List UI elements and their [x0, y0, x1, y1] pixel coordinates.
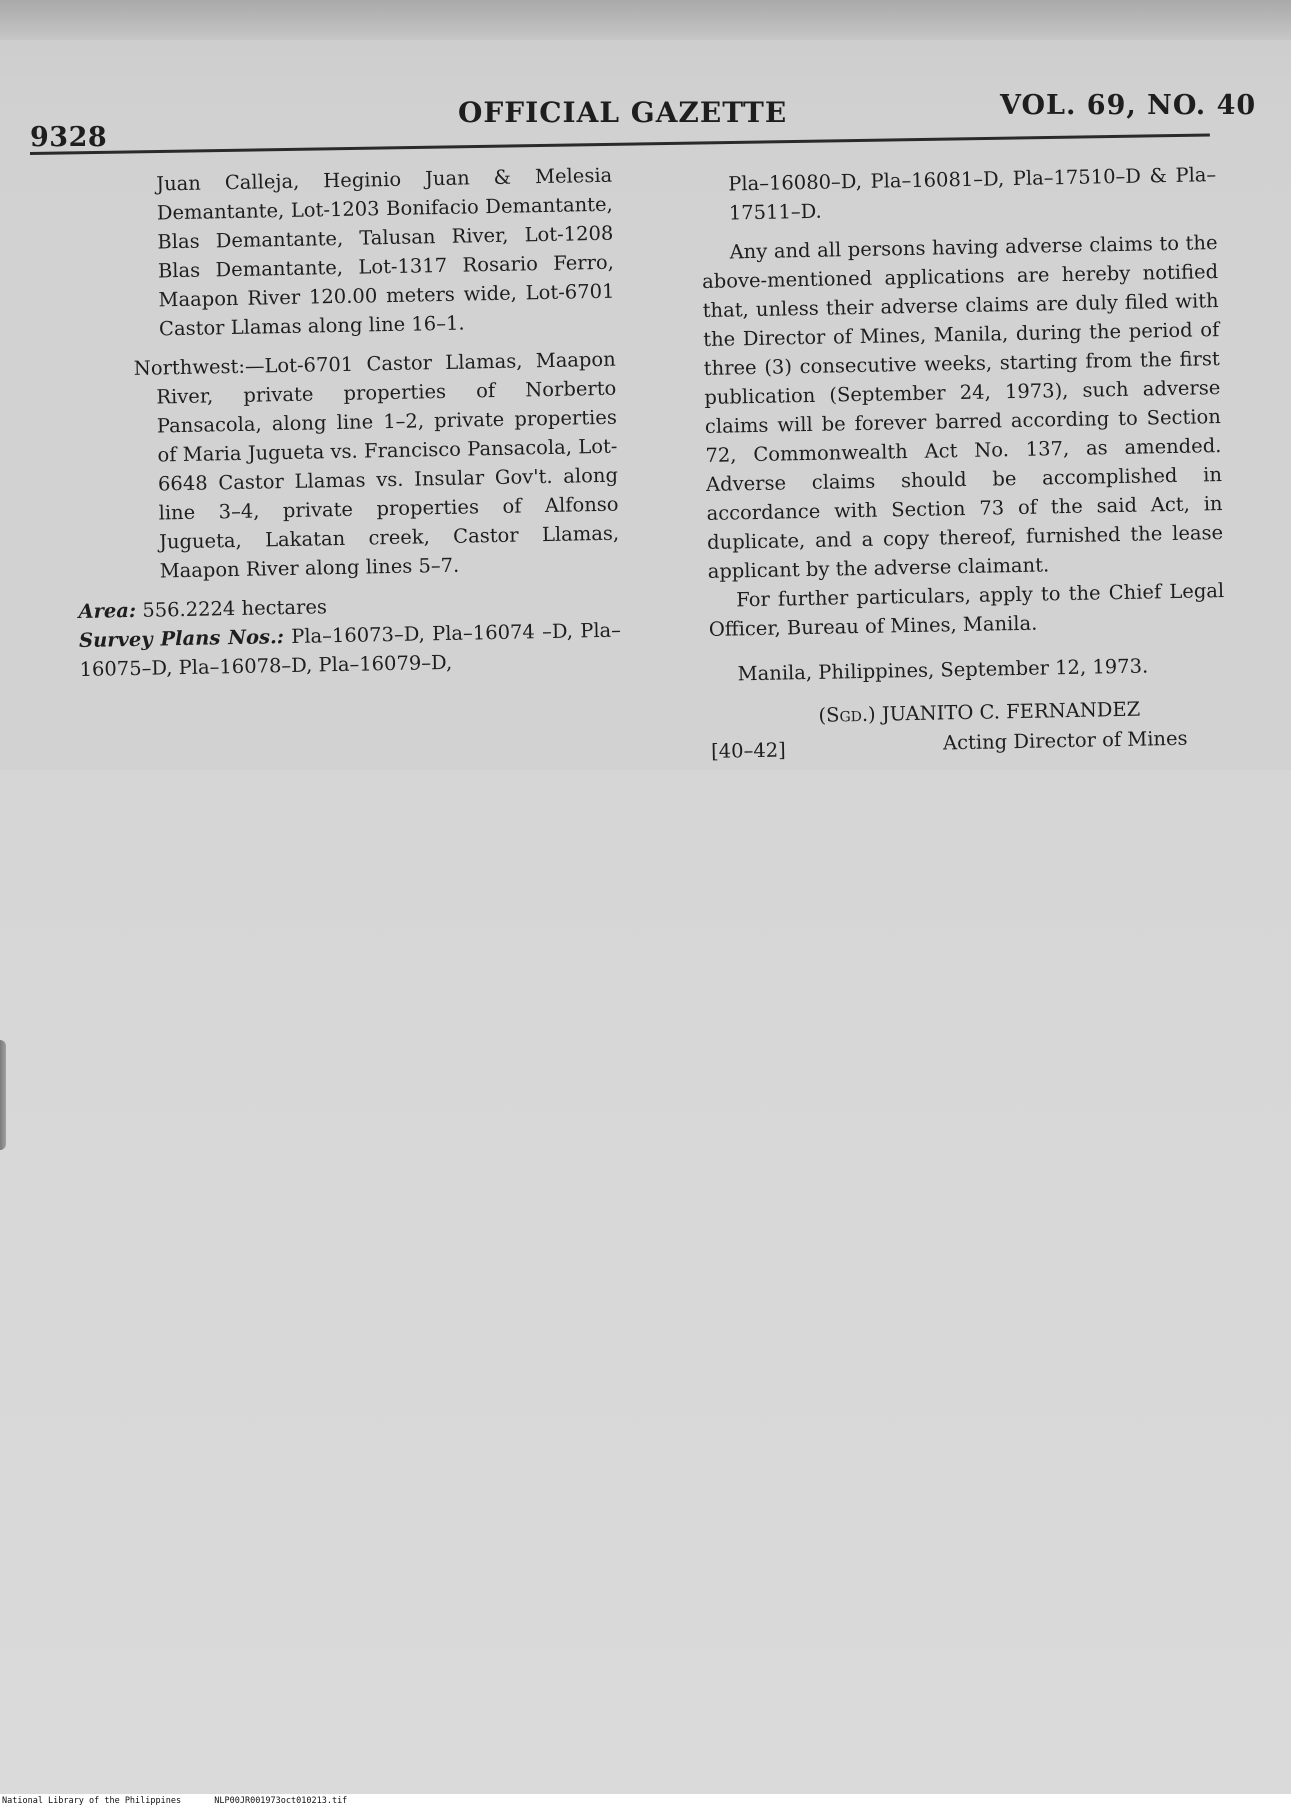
page-number: 9328	[30, 122, 108, 153]
left-column	[78, 161, 622, 683]
northwest-boundary: Northwest:—Lot-6701 Castor Llamas, Maapon River, private properties of Norberto Pansacola, along line 1–2, private properties of Maria Jugueta vs. Francisco Pansacola, Lot-6648 Castor Llamas vs. Insular Gov't. along line 3–4, private properties of Alfonso Jugueta, Lakatan creek, Castor Llamas, Maapon River along lines 5–7.	[133, 347, 620, 583]
scan-footer	[0, 1794, 1291, 1808]
issue-reference: [40–42]	[710, 738, 786, 763]
survey-plans-label: Survey Plans Nos.:	[78, 625, 285, 653]
adverse-claims-notice: Any and all persons having adverse claims to the above-mentioned applications are hereby notified that, unless their adverse claims are duly filed with the Director of Mines, Manila, during the period of three (3) consecutive weeks, starting from the first publication (September 24, 1973), such adverse claims will be forever barred according to Section 72, Commonwealth Act No. 137, as amended. Adverse claims should be accomplished in accordance with Section 73 of the said Act, in duplicate, and a copy thereof, furnished the lease applicant by the adverse claimant.	[701, 231, 1224, 583]
publication-title: OFFICIAL GAZETTE	[458, 96, 788, 129]
boundary-continuation: Juan Calleja, Heginio Juan & Melesia Demantante, Lot-1203 Bonifacio Demantante, Blas Demantante, Talusan River, Lot-1208 Blas Demantante, Lot-1317 Rosario Ferro, Maapon River 120.00 meters wide, Lot-6701 Castor Llamas along line 16–1.	[156, 163, 615, 341]
file-identifier: NLP00JR001973oct010213.tif	[214, 1796, 348, 1806]
page-header	[0, 0, 1291, 175]
header-rule	[30, 133, 1210, 155]
right-column	[700, 160, 1227, 773]
area-label: Area:	[78, 598, 137, 624]
further-particulars: For further particulars, apply to the Chief Legal Officer, Bureau of Mines, Manila.	[708, 579, 1225, 641]
volume-issue: VOL. 69, NO. 40	[1000, 90, 1257, 121]
survey-plans-line	[79, 616, 622, 684]
library-credit: National Library of the Philippines	[2, 1796, 182, 1806]
signature-line: (Sgd.) JUANITO C. FERNANDEZ	[818, 697, 1141, 727]
survey-plans-continuation: Pla–16080–D, Pla–16081–D, Pla–17510–D & Pla–17511–D.	[728, 163, 1217, 225]
area-value: 556.2224 hectares	[142, 595, 328, 622]
binding-edge-mark	[0, 1040, 6, 1150]
notice-date: Manila, Philippines, September 12, 1973.	[737, 654, 1149, 686]
signature-block	[710, 693, 1227, 773]
signatory-title: Acting Director of Mines	[942, 726, 1188, 755]
survey-plans-value: Pla–16073–D, Pla–16074 –D, Pla–16075–D, Pla–16078–D, Pla–16079–D,	[79, 618, 622, 682]
